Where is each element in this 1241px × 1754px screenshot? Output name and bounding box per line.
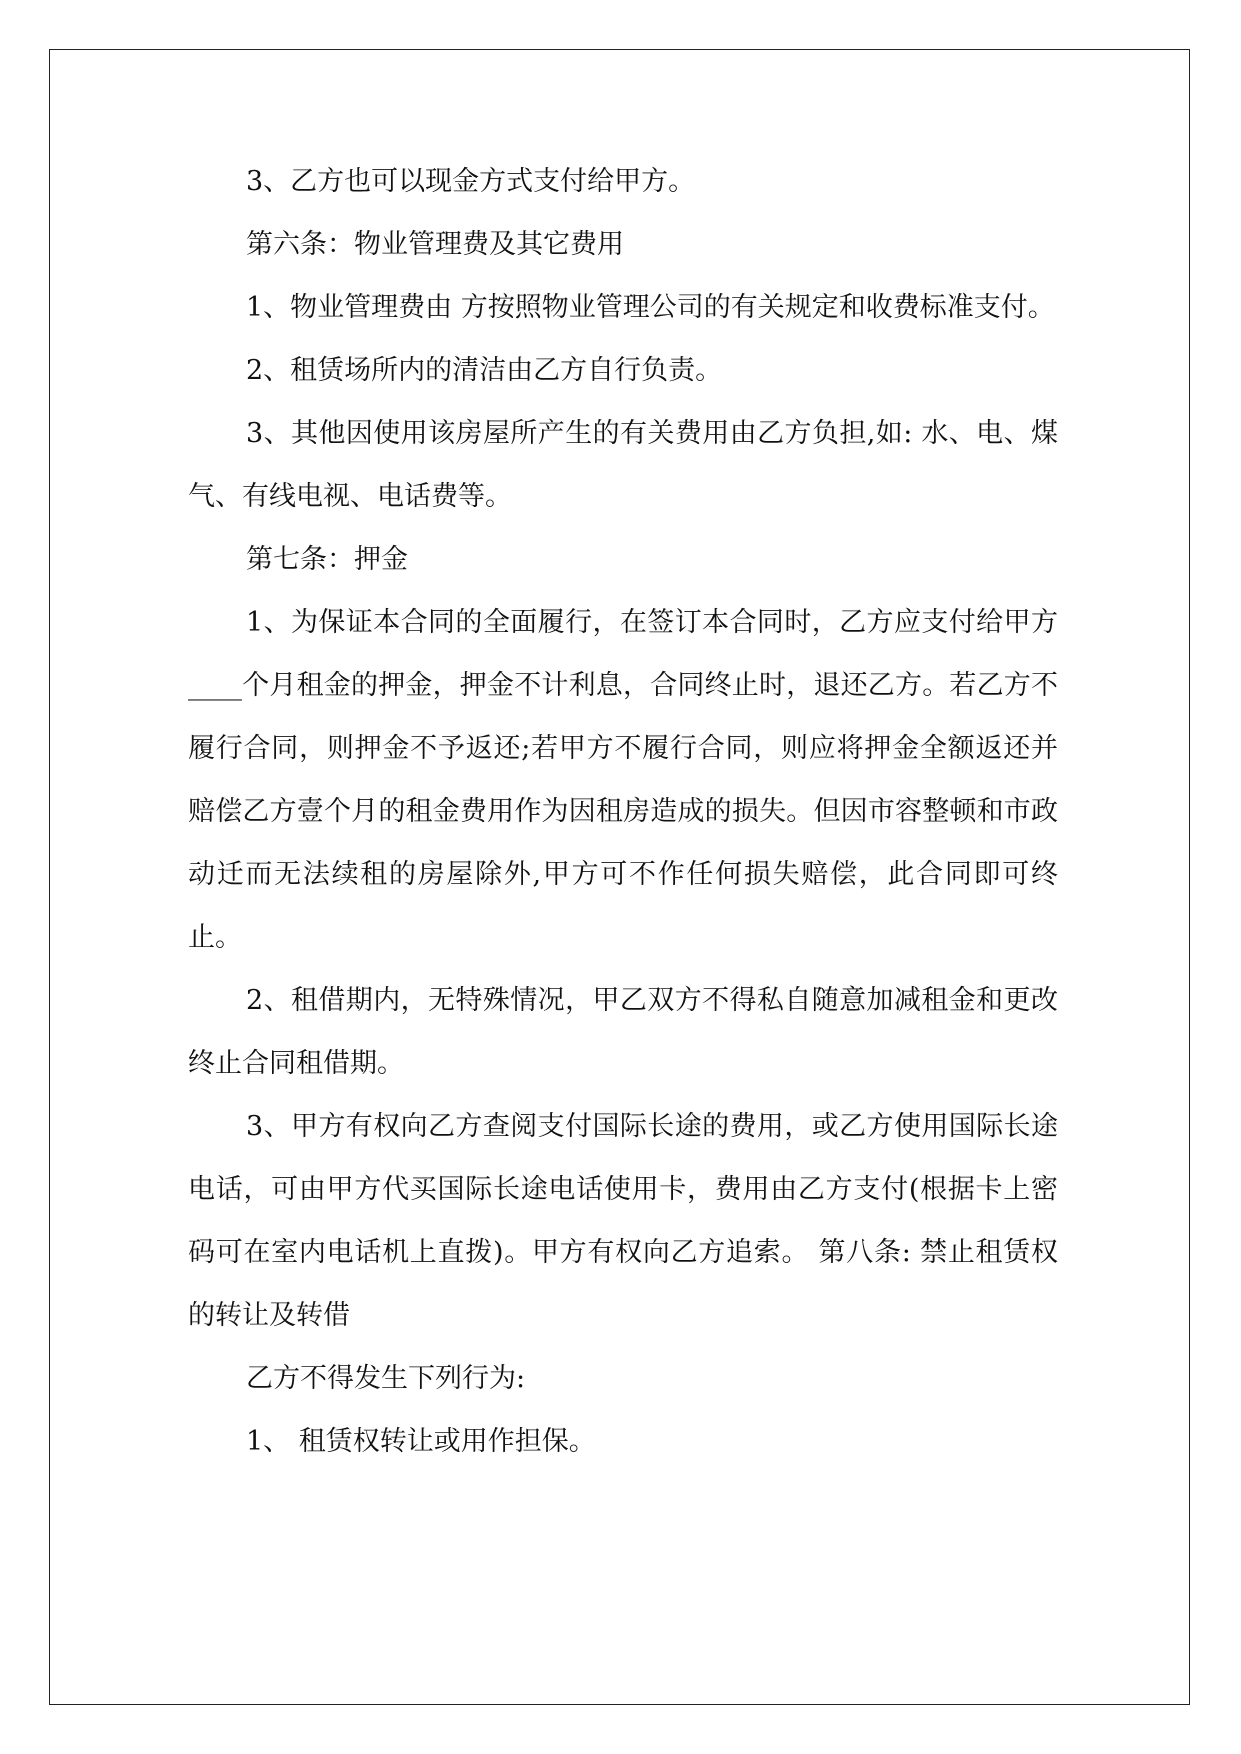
paragraph-prohibited-intro: 乙方不得发生下列行为: (246, 1363, 526, 1394)
document-body (188, 150, 1058, 1473)
article-7-heading: 第七条：押金 (246, 544, 408, 575)
paragraph-property-fee: 1、物业管理费由 方按照物业管理公司的有关规定和收费标准支付。 (246, 292, 1055, 323)
paragraph-rent-change: 2、租借期内，无特殊情况，甲乙双方不得私自随意加减租金和更改终止合同租借期。 (188, 985, 1058, 1079)
paragraph-prohibited-item-1: 1、 租赁权转让或用作担保。 (246, 1426, 596, 1457)
paragraph-other-fees: 3、其他因使用该房屋所产生的有关费用由乙方负担,如: 水、电、煤气、有线电视、电话费等。 (188, 418, 1058, 512)
paragraph-intl-calls: 3、甲方有权向乙方查阅支付国际长途的费用，或乙方使用国际长途电话，可由甲方代买国际长途电话使用卡，费用由乙方支付(根据卡上密码可在室内电话机上直拨)。甲方有权向乙方追索。 第八条: 禁止租赁权的转让及转借 (188, 1111, 1058, 1331)
paragraph-payment-cash: 3、乙方也可以现金方式支付给甲方。 (246, 166, 696, 197)
article-6-heading: 第六条：物业管理费及其它费用 (246, 229, 624, 260)
paragraph-deposit: 1、为保证本合同的全面履行，在签订本合同时，乙方应支付给甲方____个月租金的押金，押金不计利息，合同终止时，退还乙方。若乙方不履行合同，则押金不予返还;若甲方不履行合同，则应将押金全额返还并赔偿乙方壹个月的租金费用作为因租房造成的损失。但因市容整顿和市政动迁而无法续租的房屋除外,甲方可不作任何损失赔偿，此合同即可终止。 (188, 607, 1058, 953)
paragraph-cleaning: 2、租赁场所内的清洁由乙方自行负责。 (246, 355, 723, 386)
